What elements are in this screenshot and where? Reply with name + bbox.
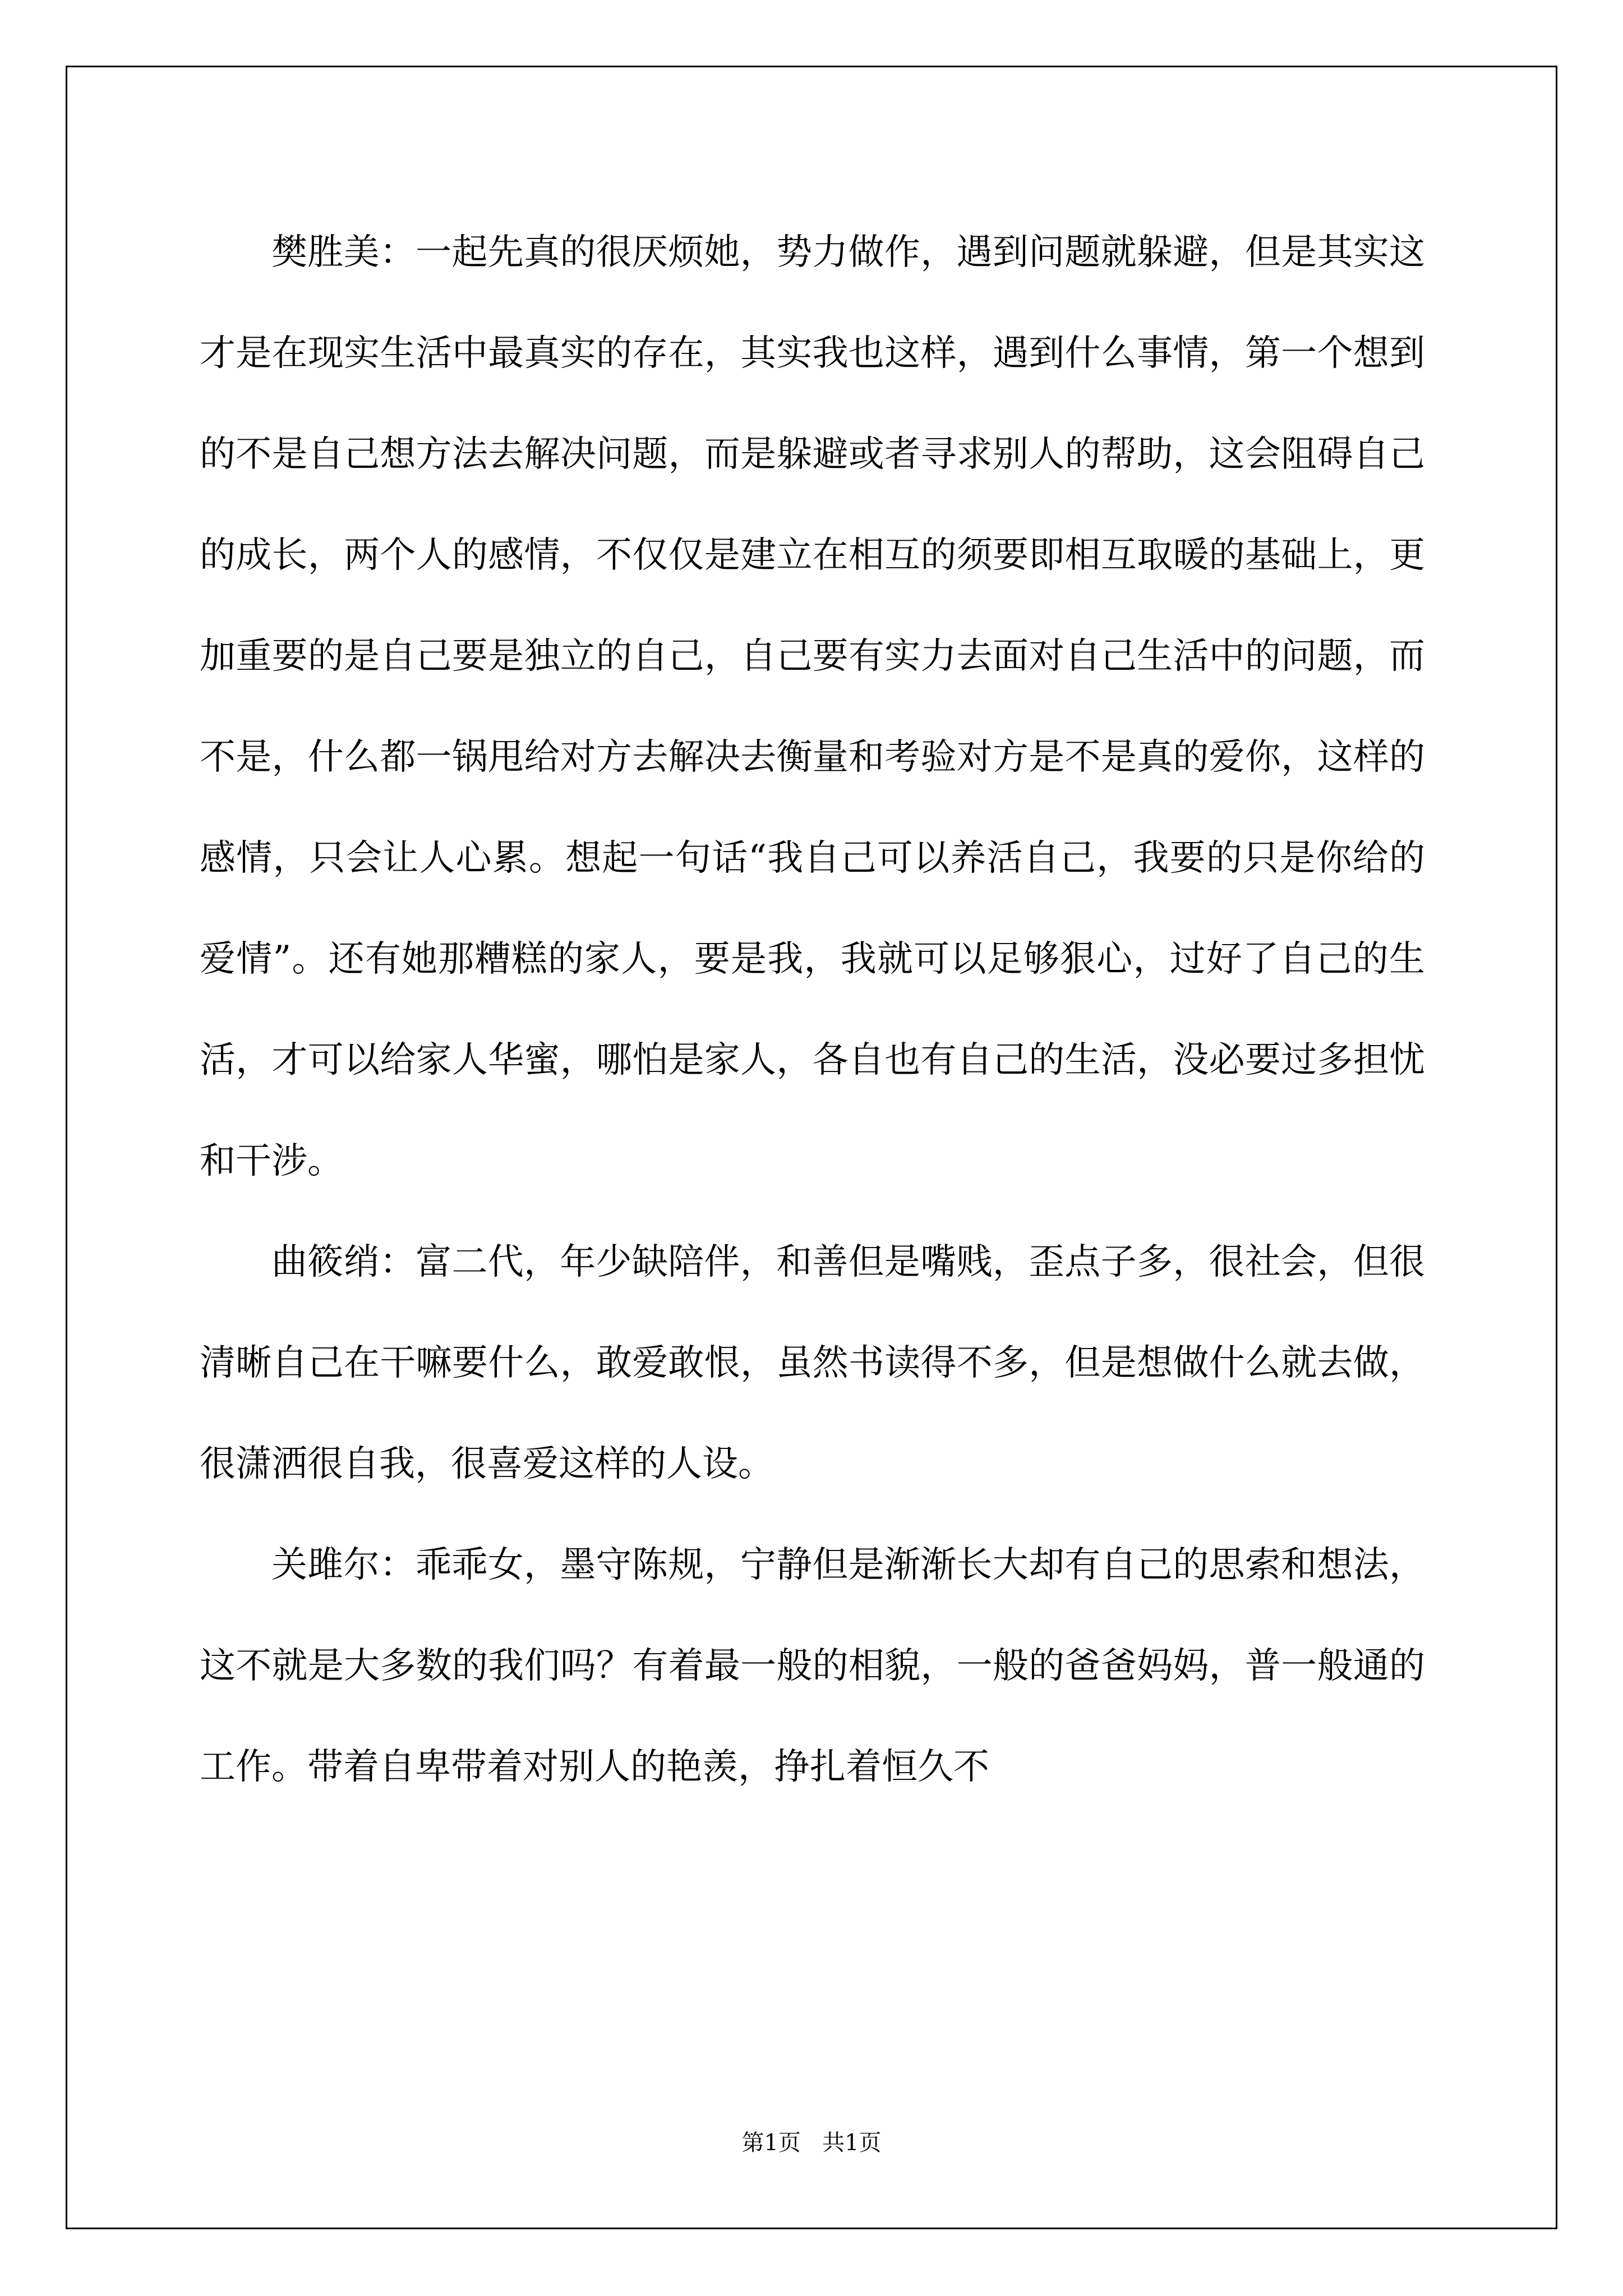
page-number: 第1页 <box>741 2130 801 2156</box>
page-footer <box>0 2125 1623 2157</box>
document-body <box>200 202 1425 1818</box>
page-total: 共1页 <box>822 2130 882 2156</box>
paragraph-qu-xiaoxiao: 曲筱绡：富二代，年少缺陪伴，和善但是嘴贱，歪点子多，很社会，但很清晰自己在干嘛要什么，敢爱敢恨，虽然书读得不多，但是想做什么就去做，很潇洒很自我，很喜爱这样的人设。 <box>200 1241 1425 1485</box>
paragraph-fan-shengmei: 樊胜美：一起先真的很厌烦她，势力做作，遇到问题就躲避，但是其实这才是在现实生活中最真实的存在，其实我也这样，遇到什么事情，第一个想到的不是自己想方法去解决问题，而是躲避或者寻求别人的帮助，这会阻碍自己的成长，两个人的感情，不仅仅是建立在相互的须要即相互取暖的基础上，更加重要的是自己要是独立的自己，自己要有实力去面对自己生活中的问题，而不是，什么都一锅甩给对方去解决去衡量和考验对方是不是真的爱你，这样的感情，只会让人心累。想起一句话“我自己可以养活自己，我要的只是你给的爱情”。还有她那糟糕的家人，要是我，我就可以足够狠心，过好了自己的生活，才可以给家人华蜜，哪怕是家人，各自也有自己的生活，没必要过多担忧和干涉。 <box>200 232 1425 1182</box>
paragraph-guan-juer: 关雎尔：乖乖女，墨守陈规，宁静但是渐渐长大却有自己的思索和想法，这不就是大多数的我们吗？有着最一般的相貌，一般的爸爸妈妈，普一般通的工作。带着自卑带着对别人的艳羡，挣扎着恒久不 <box>200 1544 1425 1788</box>
